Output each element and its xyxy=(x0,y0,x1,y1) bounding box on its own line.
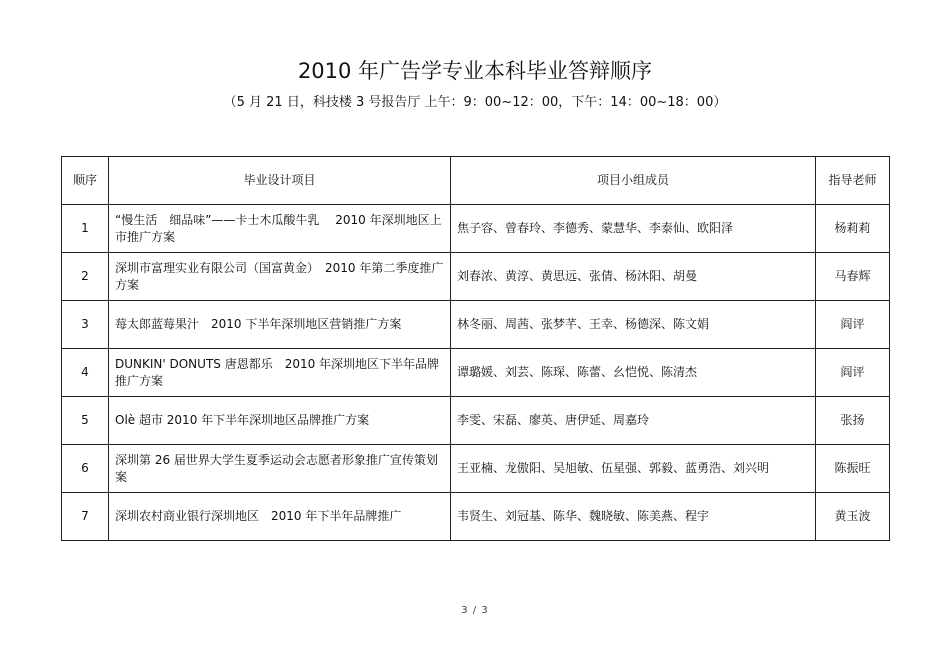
members-cell: 刘春浓、黄淳、黄思远、张倩、杨沐阳、胡曼 xyxy=(451,253,816,301)
members-cell: 王亚楠、龙傲阳、吴旭敏、伍星强、郭毅、蓝勇浩、刘兴明 xyxy=(451,445,816,493)
members-cell: 林冬丽、周茜、张梦芊、王幸、杨德深、陈文娟 xyxy=(451,301,816,349)
advisor-cell: 杨莉莉 xyxy=(816,205,890,253)
members-cell: 韦贤生、刘冠基、陈华、魏晓敏、陈美燕、程宇 xyxy=(451,493,816,541)
table-row xyxy=(62,397,890,445)
members-cell: 李雯、宋磊、廖英、唐伊延、周嘉玲 xyxy=(451,397,816,445)
members-cell: 焦子容、曾春玲、李德秀、蒙慧华、李泰仙、欧阳泽 xyxy=(451,205,816,253)
page-number: 3 / 3 xyxy=(461,605,489,616)
order-cell: 2 xyxy=(62,253,109,301)
advisor-cell: 张扬 xyxy=(816,397,890,445)
order-cell: 7 xyxy=(62,493,109,541)
table-row xyxy=(62,445,890,493)
order-cell: 3 xyxy=(62,301,109,349)
column-header-members: 项目小组成员 xyxy=(451,157,816,205)
order-cell: 1 xyxy=(62,205,109,253)
project-cell: 深圳市富理实业有限公司（国富黄金） 2010 年第二季度推广方案 xyxy=(109,253,451,301)
table-row xyxy=(62,253,890,301)
advisor-cell: 陈振旺 xyxy=(816,445,890,493)
schedule-subtitle: （5 月 21 日，科技楼 3 号报告厅 上午：9：00~12：00，下午：14：00~18：00） xyxy=(223,95,727,110)
table-row xyxy=(62,349,890,397)
table-row xyxy=(62,205,890,253)
column-header-advisor: 指导老师 xyxy=(816,157,890,205)
table-header-row xyxy=(62,157,890,205)
advisor-cell: 阎评 xyxy=(816,349,890,397)
project-cell: 莓太郎蓝莓果汁 2010 下半年深圳地区营销推广方案 xyxy=(109,301,451,349)
project-cell: DUNKIN' DONUTS 唐恩都乐 2010 年深圳地区下半年品牌推广方案 xyxy=(109,349,451,397)
members-cell: 谭璐媛、刘芸、陈琛、陈蕾、幺恺悦、陈清杰 xyxy=(451,349,816,397)
column-header-project: 毕业设计项目 xyxy=(109,157,451,205)
column-header-order: 顺序 xyxy=(62,157,109,205)
advisor-cell: 阎评 xyxy=(816,301,890,349)
order-cell: 6 xyxy=(62,445,109,493)
table-row xyxy=(62,301,890,349)
advisor-cell: 马春辉 xyxy=(816,253,890,301)
project-cell: 深圳农村商业银行深圳地区 2010 年下半年品牌推广 xyxy=(109,493,451,541)
table-row xyxy=(62,493,890,541)
defense-schedule-table xyxy=(61,156,890,541)
project-cell: 深圳第 26 届世界大学生夏季运动会志愿者形象推广宣传策划案 xyxy=(109,445,451,493)
document-title: 2010 年广告学专业本科毕业答辩顺序 xyxy=(297,59,653,83)
order-cell: 5 xyxy=(62,397,109,445)
advisor-cell: 黄玉波 xyxy=(816,493,890,541)
order-cell: 4 xyxy=(62,349,109,397)
project-cell: “慢生活 细品味”——卡士木瓜酸牛乳 2010 年深圳地区上市推广方案 xyxy=(109,205,451,253)
project-cell: Olè 超市 2010 年下半年深圳地区品牌推广方案 xyxy=(109,397,451,445)
